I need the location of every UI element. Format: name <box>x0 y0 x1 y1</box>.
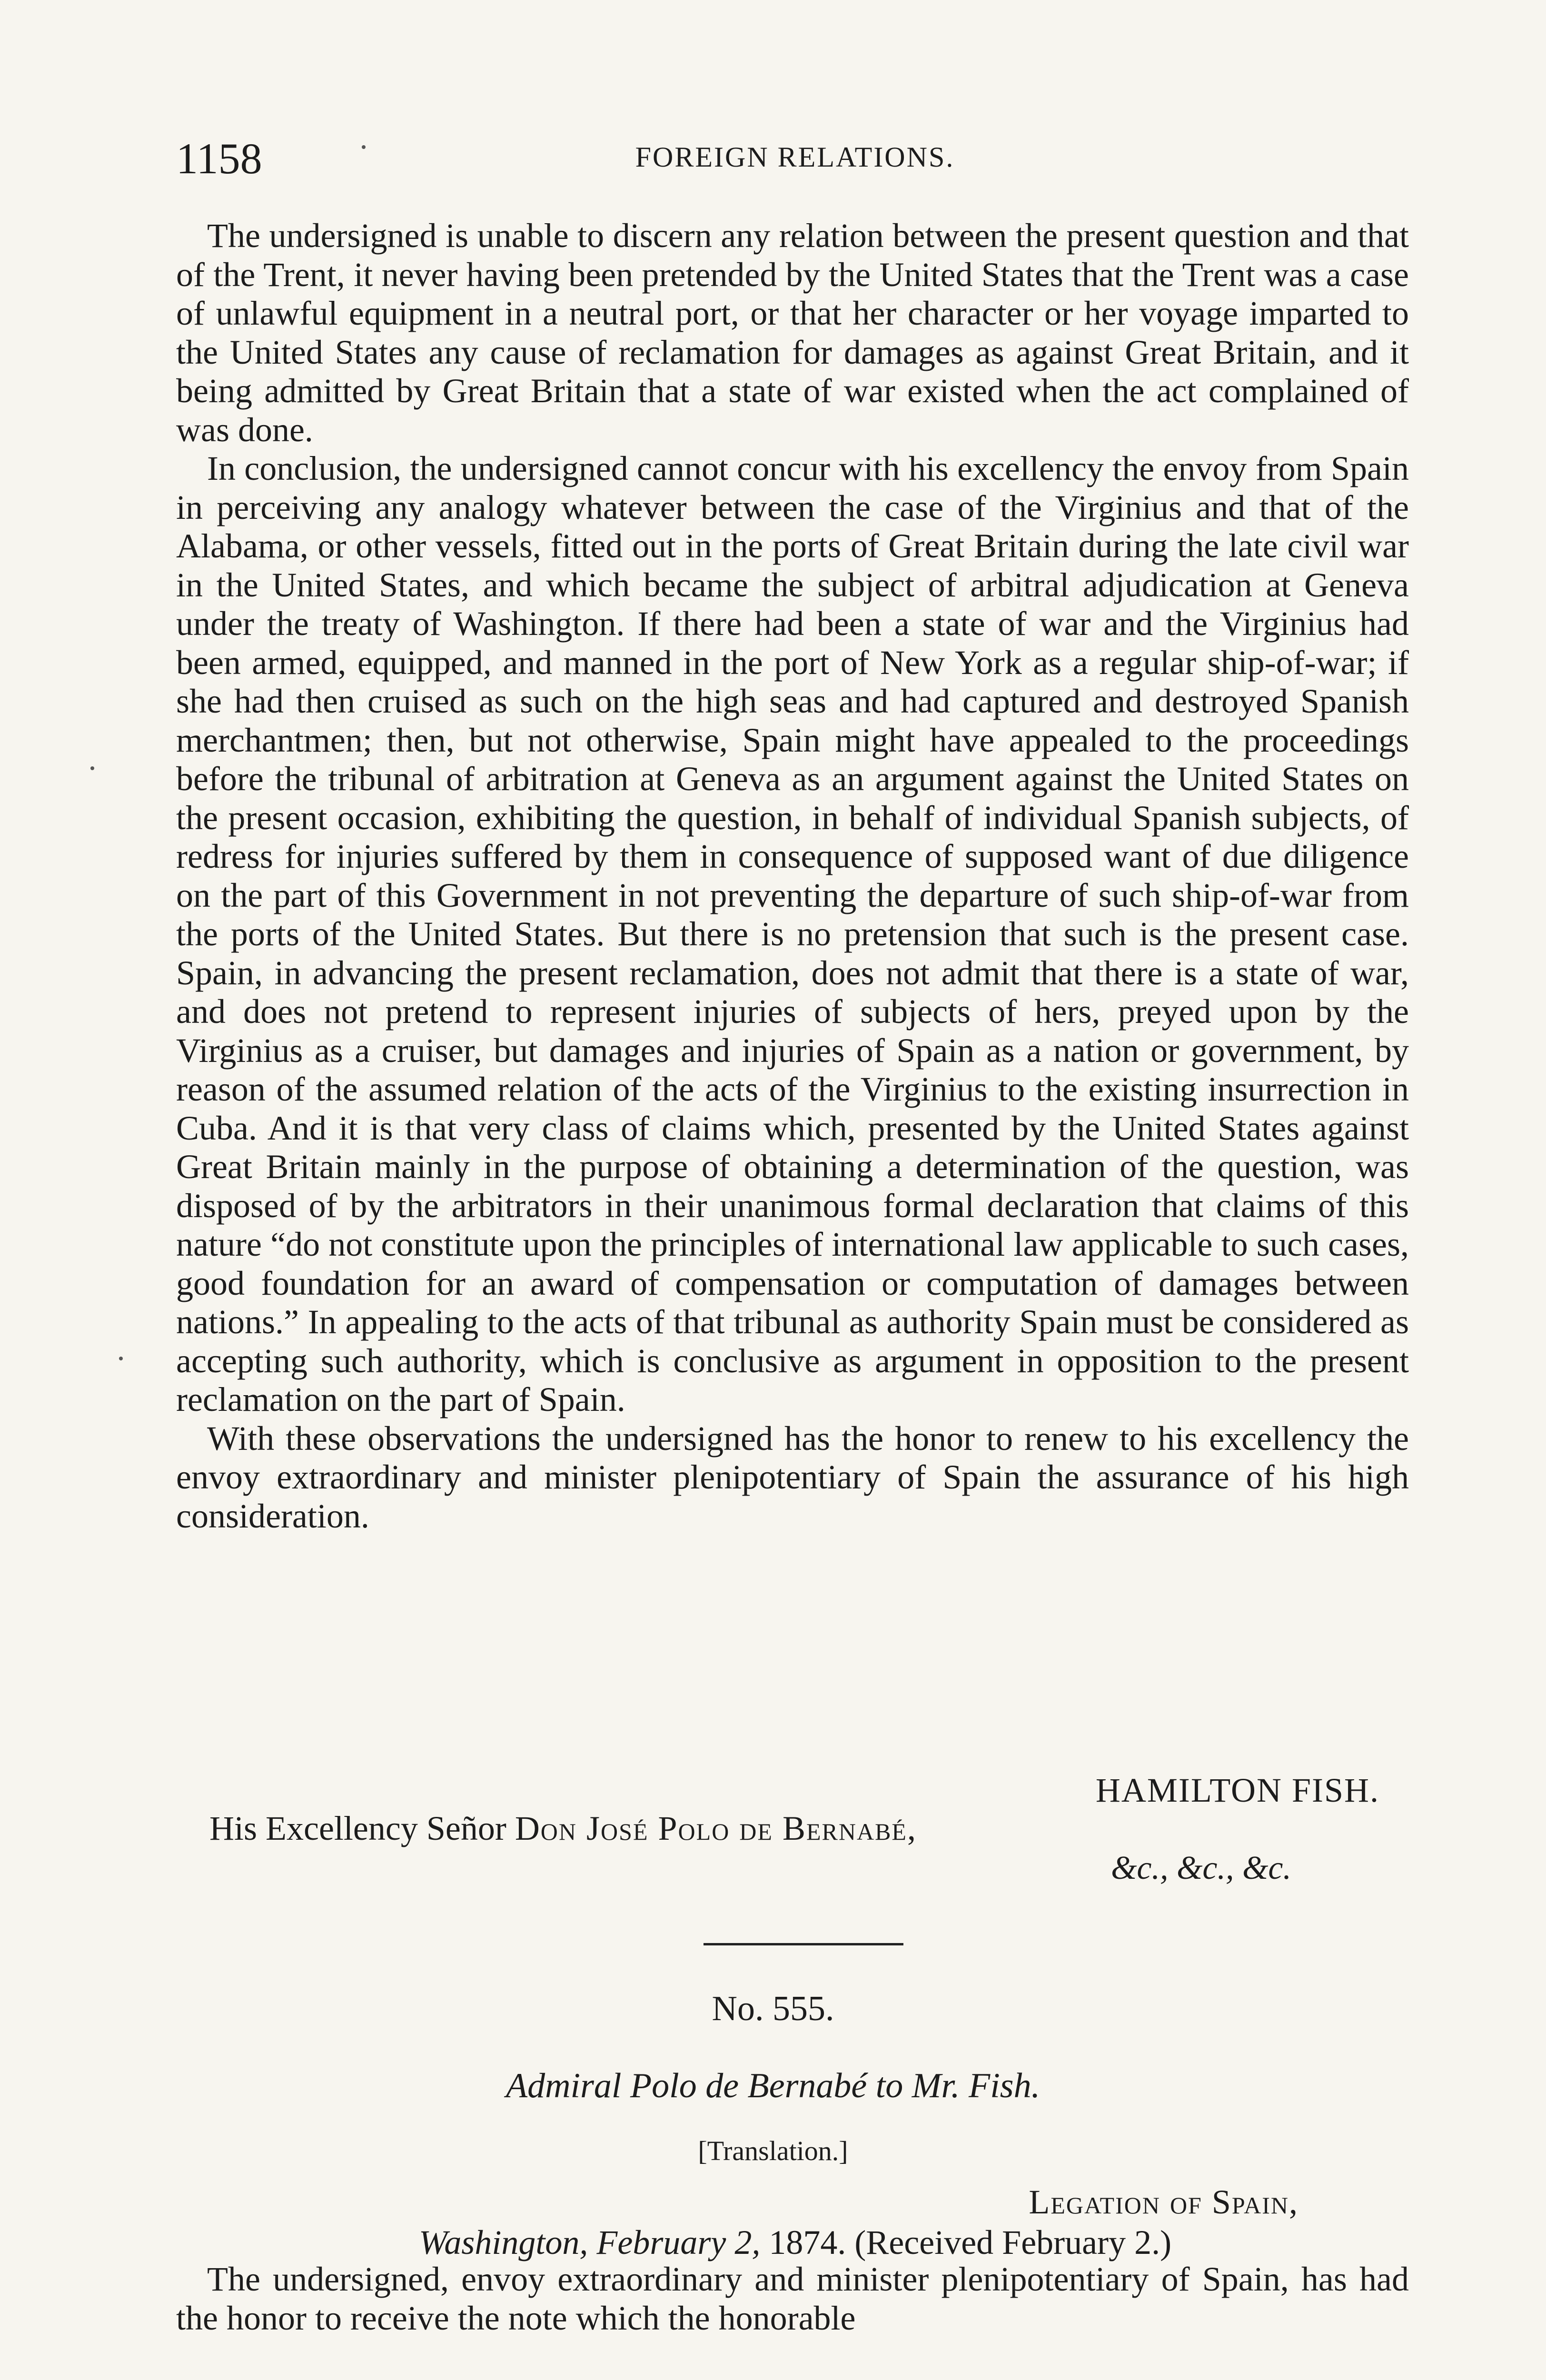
running-title: FOREIGN RELATIONS. <box>635 141 955 173</box>
document-number: No. 555. <box>712 1989 834 2028</box>
page-header <box>176 133 1414 186</box>
addressee-name: Don José Polo de Bernabé, <box>515 1809 917 1847</box>
page-number: 1158 <box>176 134 262 183</box>
paragraph-conclusion: In conclusion, the undersigned cannot concur with his excellency the envoy from Spain in perceiving any analogy whatever between the case of the Virginius and that of the Alabama, or other vessels, fitted out in the ports of Great Britain during the late civil war in the United States, and which became the subject of arbitral adjudication at Geneva under the treaty of Washington. If there had been a state of war and the Virginius had been armed, equipped, and manned in the port of New York as a regular ship-of-war; if she had then cruised as such on the high seas and had captured and destroyed Spanish merchantmen; then, but not otherwise, Spain might have appealed to the proceedings before the tribunal of arbitration at Geneva as an argument against the United States on the present occasion, exhibiting the question, in behalf of individual Spanish subjects, of redress for injuries suffered by them in consequence of supposed want of due diligence on the part of this Government in not preventing the departure of such ship-of-war from the ports of the United States. But there is no pretension that such is the present case. Spain, in advancing the present reclamation, does not admit that there is a state of war, and does not pretend to represent injuries of subjects of hers, preyed upon by the Virginius as a cruiser, but damages and injuries of Spain as a nation or government, by reason of the assumed relation of the acts of the Virginius to the existing insurrection in Cuba. And it is that very class of claims which, presented by the United States against Great Britain mainly in the purpose of obtaining a determination of the question, was disposed of by the arbitrators in their unanimous formal declaration that claims of this nature “do not constitute upon the principles of international law applicable to such cases, good foundation for an award of compensation or computation of damages between nations.” In appealing to the acts of that tribunal as authority Spain must be considered as accepting such authority, which is conclusive as argument in opposition to the present reclamation on the part of Spain. <box>176 449 1409 1418</box>
translation-note: [Translation.] <box>698 2135 848 2166</box>
scan-speck <box>362 145 366 149</box>
legation-heading: Legation of Spain, <box>1029 2183 1298 2221</box>
dateline <box>419 2223 1171 2262</box>
paragraph-trent: The undersigned is unable to discern any relation between the present question and that of the Trent, it never having been pretended by the United States that the Trent was a case of unlawful equipment in a neutral port, or that her character or her voyage imparted to the United States any cause of reclamation for damages as against Great Britain, and it being admitted by Great Britain that a state of war existed when the act complained of was done. <box>176 217 1409 449</box>
document-title: Admiral Polo de Bernabé to Mr. Fish. <box>505 2066 1041 2105</box>
addressee-line <box>209 1809 917 1848</box>
dateline-received: (Received February 2.) <box>854 2223 1172 2261</box>
paragraph-closing-courtesy: With these observations the undersigned has the honor to renew to his excellency the envoy extraordinary and minister plenipotentiary of Spain the assurance of his high consideration. <box>176 1419 1409 1535</box>
dateline-place-date: Washington, February 2, <box>419 2223 761 2261</box>
signature: HAMILTON FISH. <box>1095 1771 1379 1809</box>
scan-speck <box>90 766 94 770</box>
addressee-etc: &c., &c., &c. <box>1110 1850 1291 1886</box>
dateline-year: 1874. <box>769 2223 846 2261</box>
next-letter-opening <box>176 2260 1409 2338</box>
scan-speck <box>119 1357 123 1360</box>
section-divider <box>704 1943 903 1945</box>
letter-body <box>176 217 1409 1536</box>
opening-paragraph: The undersigned, envoy extraordinary and minister plenipotentiary of Spain, has had the honor to receive the note which the honorable <box>176 2260 1409 2337</box>
addressee-prefix: His Excellency Señor <box>209 1809 506 1847</box>
